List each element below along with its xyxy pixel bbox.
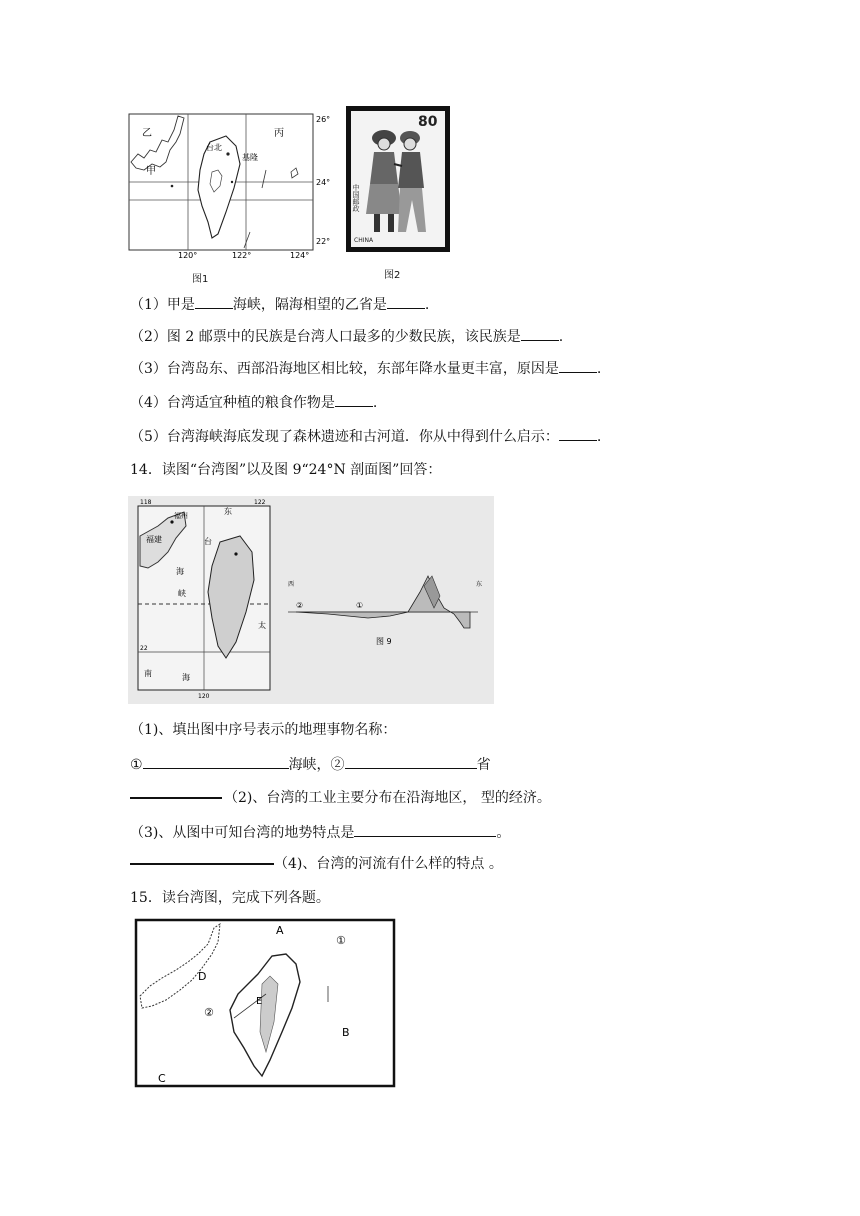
q14-title: 14．读图“台湾图”以及图 9“24°N 剖面图”回答： xyxy=(130,462,442,478)
stamp-value: 80 xyxy=(418,114,438,130)
q15-map xyxy=(132,914,400,1090)
profile-label-w: 西 xyxy=(288,581,295,588)
profile-label-c2: ② xyxy=(296,601,304,610)
map-label-hai2: 海 xyxy=(182,673,190,682)
q15-label-E: E xyxy=(256,996,263,1007)
fig2-caption: 图2 xyxy=(384,270,401,281)
label-lon120: 120° xyxy=(178,251,198,260)
q14-item-5: （4)、台湾的河流有什么样的特点 。 xyxy=(274,856,503,872)
label-lat24: 24° xyxy=(316,178,331,187)
map-label-dong: 东 xyxy=(224,507,232,516)
map-label-lon120: 120 xyxy=(198,693,210,700)
stamp-country: 中国邮政 xyxy=(352,184,360,212)
map-label-fujian: 福建 xyxy=(146,535,162,544)
stamp-country-en: CHINA xyxy=(354,237,374,244)
q15-title: 15．读台湾图，完成下列各题。 xyxy=(130,890,330,906)
q15-label-C: C xyxy=(158,1072,166,1085)
map-label-tai2: 太 xyxy=(258,621,266,630)
q15-label-A: A xyxy=(276,924,284,937)
q14-item-4: （3)、从图中可知台湾的地势特点是 。 xyxy=(130,822,510,843)
profile-label-c1: ① xyxy=(356,601,364,610)
label-jilong: 基隆 xyxy=(242,153,258,162)
q13-item-5: （5）台湾海峡海底发现了森林遗迹和古河道．你从中得到什么启示： . xyxy=(130,426,601,447)
q13-item-2: （2）图 2 邮票中的民族是台湾人口最多的少数民族，该民族是 . xyxy=(130,326,563,347)
q14-item-1: （1)、填出图中序号表示的地理事物名称： xyxy=(130,722,397,738)
q15-label-c1: ① xyxy=(336,934,346,947)
map-label-hai: 海 xyxy=(176,567,184,576)
profile-label-e: 东 xyxy=(476,581,483,588)
map-label-xia: 峡 xyxy=(178,589,186,598)
fig1-caption: 图1 xyxy=(192,274,209,285)
profile-caption: 图 9 xyxy=(376,637,392,646)
map-label-lon122: 122 xyxy=(254,499,266,506)
label-lat26: 26° xyxy=(316,115,331,124)
map-label-tai: 台 xyxy=(204,537,212,546)
q14-item-3: （2)、台湾的工业主要分布在沿海地区， 型的经济。 xyxy=(224,790,551,806)
map-label-lat22: 22 xyxy=(140,645,148,652)
q13-item-1: （1）甲是 海峡，隔海相望的乙省是 . xyxy=(130,294,429,315)
label-jia: 甲 xyxy=(146,166,156,177)
q15-label-B: B xyxy=(342,1026,350,1039)
q15-label-D: D xyxy=(198,970,207,983)
q14-figure xyxy=(128,496,494,704)
label-lon122: 122° xyxy=(232,251,252,260)
label-taibei: 台北 xyxy=(206,143,222,152)
map-label-fuzhou: 福州 xyxy=(174,512,188,520)
taiwan-grid-map xyxy=(126,112,342,262)
q13-item-3: （3）台湾岛东、西部沿海地区相比较，东部年降水量更丰富，原因是 . xyxy=(130,358,601,379)
label-lon124: 124° xyxy=(290,251,310,260)
blank-line-2 xyxy=(130,863,274,865)
label-lat22: 22° xyxy=(316,237,331,246)
stamp-figure xyxy=(344,104,452,254)
label-yi: 乙 xyxy=(142,128,152,139)
q14-item-2: ① 海峡，② 省 xyxy=(130,754,491,775)
blank-line-1 xyxy=(130,797,222,799)
map-label-nan: 南 xyxy=(144,669,152,678)
q15-label-c2: ② xyxy=(204,1006,214,1019)
label-bing: 丙 xyxy=(274,128,284,139)
map-label-lon118: 118 xyxy=(140,499,152,506)
q13-item-4: （4）台湾适宜种植的粮食作物是 . xyxy=(130,392,377,413)
